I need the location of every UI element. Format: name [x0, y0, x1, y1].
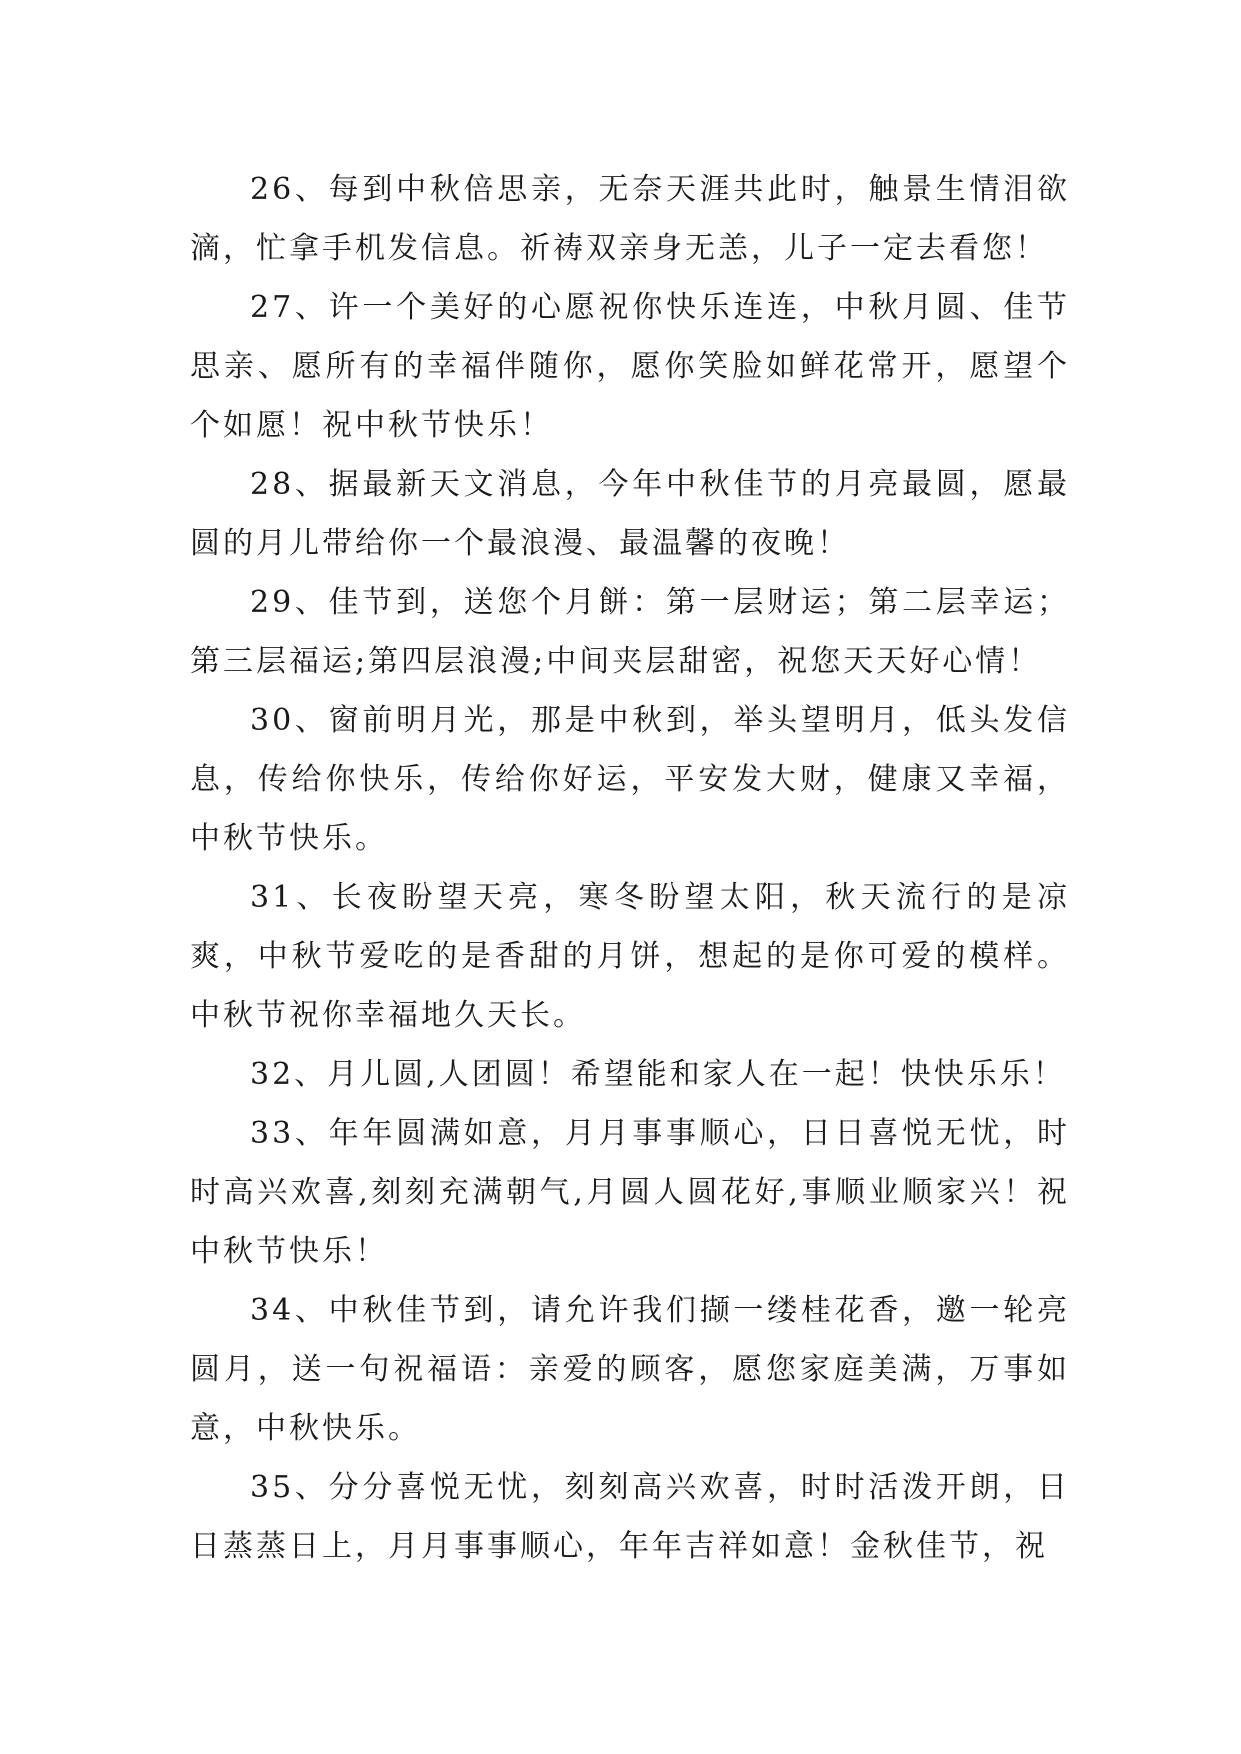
paragraph-28: 28、据最新天文消息，今年中秋佳节的月亮最圆，愿最圆的月儿带给你一个最浪漫、最温馨的夜晚！ [190, 467, 1070, 561]
paragraph-30: 30、窗前明月光，那是中秋到，举头望明月，低头发信息，传给你快乐，传给你好运，平安发大财，健康又幸福，中秋节快乐。 [190, 703, 1070, 856]
paragraph-32: 32、月儿圆,人团圆！希望能和家人在一起！快快乐乐！ [250, 1057, 1066, 1092]
paragraph-29: 29、佳节到，送您个月餅：第一层财运；第二层幸运；第三层福运;第四层浪漫;中间夹层甜密，祝您天天好心情！ [190, 585, 1070, 679]
paragraph-27: 27、许一个美好的心愿祝你快乐连连，中秋月圆、佳节思亲、愿所有的幸福伴随你，愿你笑脸如鲜花常开，愿望个个如愿！祝中秋节快乐！ [190, 290, 1070, 443]
paragraph-35: 35、分分喜悦无忧，刻刻高兴欢喜，时时活泼开朗，日日蒸蒸日上，月月事事顺心，年年吉祥如意！金秋佳节，祝 [190, 1470, 1070, 1564]
paragraph-33: 33、年年圆满如意，月月事事顺心，日日喜悦无忧，时时高兴欢喜,刻刻充满朝气,月圆人圆花好,事顺业顺家兴！祝中秋节快乐！ [190, 1116, 1070, 1269]
paragraph-26: 26、每到中秋倍思亲，无奈天涯共此时，触景生情泪欲滴，忙拿手机发信息。祈祷双亲身无恙，儿子一定去看您！ [190, 172, 1070, 266]
paragraph-31: 31、长夜盼望天亮，寒冬盼望太阳，秋天流行的是凉爽，中秋节爱吃的是香甜的月饼，想起的是你可爱的模样。中秋节祝你幸福地久天长。 [190, 880, 1070, 1033]
paragraph-34: 34、中秋佳节到，请允许我们撷一缕桂花香，邀一轮亮圆月，送一句祝福语：亲爱的顾客，愿您家庭美满，万事如意，中秋快乐。 [190, 1293, 1070, 1446]
document-body [190, 160, 1070, 1576]
